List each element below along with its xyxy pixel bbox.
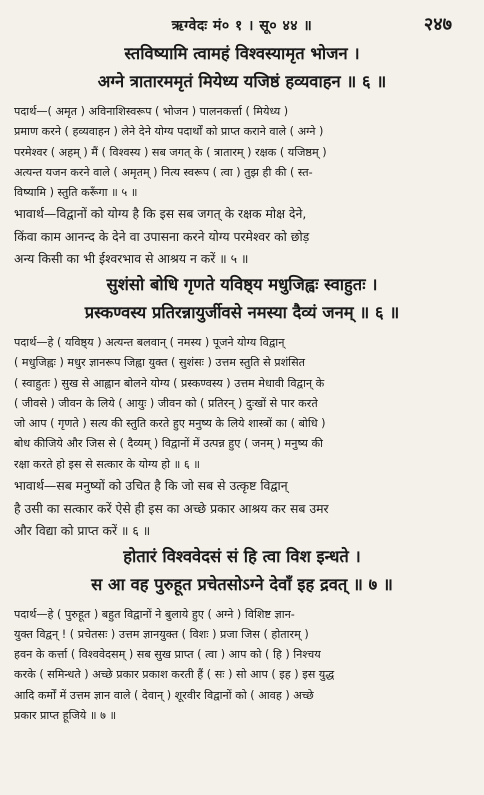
padartha-line: रक्षा करते हो इस से सत्कार के योग्य हो ॥ ६ ॥ [14, 457, 200, 471]
padartha-line: करके ( समिन्धते ) अच्छे प्रकार प्रकाश करती हैं ( सः ) सो आप ( इह ) इस युद्ध [14, 668, 335, 682]
bhavartha-line: अन्य किसी का भी ईश्वरभाव से आश्रय न करें ॥ ५ ॥ [14, 251, 249, 267]
bhavartha-line: किंवा काम आनन्द के देने वा उपासना करने योग्य परमेश्वर को छोड़ [14, 228, 310, 244]
verse-6-line-1: स्तविष्यामि त्वामहं विश्वस्यामृत भोजन । [124, 44, 360, 63]
running-head: ऋग्वेदः मं० १ । सू० ४४ ॥ [171, 18, 313, 34]
padartha-line: पदार्थ—हे ( यविष्ठ्य ) अत्यन्त बलवान् ( नमस्य ) पूजने योग्य विद्वान् [14, 335, 285, 349]
verse-8-line-1: होतारं विश्ववेदसं सं हि त्वा विश इन्धते । [123, 546, 361, 566]
padartha-line: प्रकार प्राप्त हूजिये ॥ ७ ॥ [14, 709, 117, 723]
verse-8-padartha [14, 605, 470, 727]
verse-7-line-2: प्रस्कण्वस्य प्रतिरन्नायुर्जीवसे नमस्या दैव्यं जनम् ॥ ६ ॥ [84, 302, 400, 322]
padartha-line: ( स्वाहुतः ) सुख से आह्वान बोलने योग्य ( प्रस्कण्वस्य ) उत्तम मेधावी विद्वान् के [14, 376, 325, 390]
padartha-line: आदि कर्मों में उत्तम ज्ञान वाले ( देवान् ) शूरवीर विद्वानों को ( आवह ) अच्छे [14, 688, 314, 702]
verse-6-line-2: अग्ने त्रातारममृतं मियेध्य यजिष्ठं हव्यवाहन ॥ ६ ॥ [97, 72, 387, 91]
padartha-line: ( मधुजिह्वः ) मधुर ज्ञानरूप जिह्वा युक्त ( सुशंसः ) उत्तम स्तुति से प्रशंसित [14, 356, 306, 370]
bhavartha-line: है उसी का सत्कार करें ऐसे ही इस का अच्छे प्रकार आश्रय कर सब उमर [14, 500, 329, 516]
verse-8-line-2: स आ वह पुरुहूत प्रचेतसोऽग्ने देवाँ इह द्रवत् ॥ ७ ॥ [91, 574, 393, 594]
bhavartha-line: भावार्थ—सब मनुष्यों को उचित है कि जो सब से उत्कृष्ट विद्वान् [14, 478, 288, 494]
padartha-line: पदार्थ—( अमृत ) अविनाशिस्वरूप ( भोजन ) पालनकर्त्ता ( मियेध्य ) [14, 105, 289, 118]
verse-6-padartha [14, 102, 470, 203]
page-number: २४७ [423, 14, 452, 35]
verse-7-line-1: सुशंसो बोधि गृणते यविष्ठ्य मधुजिह्वः स्वाहुतः । [106, 274, 378, 294]
padartha-line: विष्यामि ) स्तुति करूँगा ॥ ५ ॥ [14, 186, 138, 200]
padartha-line: हवन के कर्त्ता ( विश्ववेदसम् ) सब सुख प्राप्त ( त्वा ) आप को ( हि ) निश्चय [14, 648, 321, 662]
padartha-line: युक्त विद्वन् ! ( प्रचेतसः ) उत्तम ज्ञानयुक्त ( विशः ) प्रजा जिस ( होतारम् ) [14, 627, 309, 641]
verse-7-bhavartha [14, 475, 470, 543]
padartha-line: प्रमाण करने ( हव्यवाहन ) लेने देने योग्य पदार्थों को प्राप्त कराने वाले ( अग्ने ) [14, 125, 324, 139]
padartha-line: परमेश्वर ( अहम् ) मैं ( विश्वस्य ) सब जगत् के ( त्रातारम् ) रक्षक ( यजिष्ठम् ) [14, 145, 327, 159]
verse-6-bhavartha [14, 203, 470, 271]
bhavartha-line: भावार्थ—विद्वानों को योग्य है कि इस सब जगत् के रक्षक मोक्ष देने, [14, 206, 307, 222]
padartha-line: पदार्थ—हे ( पुरुहूत ) बहुत विद्वानों ने बुलाये हुए ( अग्ने ) विशिष्ट ज्ञान- [14, 607, 295, 621]
padartha-line: बोध कीजिये और जिस से ( दैव्यम् ) विद्वानों में उत्पन्न हुए ( जनम् ) मनुष्य की [14, 437, 323, 451]
verse-7-padartha [14, 333, 470, 475]
padartha-line: अत्यन्त यजन करने वाले ( अमृतम् ) नित्य स्वरूप ( त्वा ) तुझ ही की ( स्त- [14, 165, 313, 179]
padartha-line: ( जीवसे ) जीवन के लिये ( आयुः ) जीवन को ( प्रतिरन् ) दुःखों से पार करते [14, 396, 318, 410]
bhavartha-line: और विद्या को प्राप्त करें ॥ ६ ॥ [14, 523, 151, 539]
padartha-line: जो आप ( गृणते ) सत्य की स्तुति करते हुए मनुष्य के लिये शास्त्रों का ( बोधि ) [14, 417, 326, 431]
page-header [14, 6, 470, 40]
